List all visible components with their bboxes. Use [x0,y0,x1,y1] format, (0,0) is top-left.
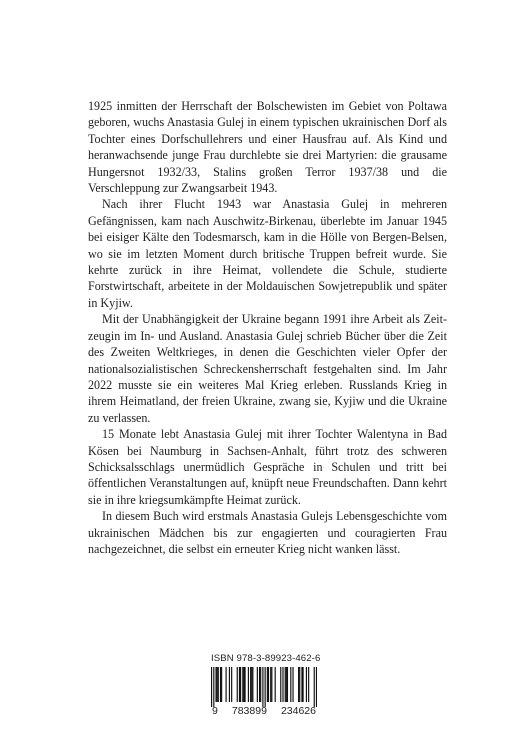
barcode-bar [267,667,268,702]
isbn-label: ISBN 978-3-89923-462-6 [211,653,321,664]
barcode-guard-bar [213,667,214,707]
barcode-bar [218,667,219,702]
barcode-bar [280,667,281,702]
barcode-guard-bar [316,667,317,707]
barcode-bar [301,667,302,702]
blurb-text [88,98,447,557]
barcode-bar [306,667,307,702]
barcode-bar [237,667,238,702]
barcode-bar [302,667,303,702]
barcode-bar [298,667,299,702]
barcode-bar [270,667,271,702]
blurb-paragraph: Nach ihrer Flucht 1943 war Anastasia Gulej in mehreren Gefängnissen, kam nach Auschwitz-Birkenau, überlebte im Januar 1945 bei eisiger Kälte den Todesmarsch, kam in die Hölle von Bergen-Belsen, wo sie im letzten Moment durch britische Truppen befreit wurde. Sie kehrte zurück in ihre Heimat, vollendete die Schule, studierte Forstwirtschaft, arbeitete in der Moldauischen Sowjetrepublik und später in Kyjiw. [88,197,447,310]
barcode-bar [217,667,218,702]
barcode-graphic [211,667,317,707]
blurb-paragraph: Mit der Unabhängigkeit der Ukraine begann 1991 ihre Arbeit als Zeitzeugin im In- und Ausland. Anastasia Gulej schrieb Bücher über die Zeit des Zweiten Weltkrieges, in denen die Geschichten vieler Opfer der nationalsozialistischen Schreckensherrschaft festgehalten sind. Im Jahr 2022 musste sie ein weiteres Mal Krieg erleben. Russlands Krieg in ihrem Heimatland, der freien Ukraine, zwang sie, Kyjiw und die Ukraine zu verlassen. [88,312,447,425]
barcode-bar [229,667,230,702]
barcode-bar [243,667,244,702]
blurb-paragraph: 1925 inmitten der Herrschaft der Bolschewisten im Gebiet von Poltawa geboren, wuchs Anastasia Gulej in einem typischen ukrainischen Dorf als Tochter eines Dorfschullehrers und einer Hausfrau auf. Als Kind und heranwachsende junge Frau durchlebte sie drei Martyrien: die grausame Hungersnot 1932/33, Stalins großen Terror 1937/38 und die Verschleppung zur Zwangsarbeit 1943. [88,99,447,196]
barcode-bar [240,667,241,702]
barcode-bar [251,667,252,702]
barcode-bar [239,667,240,702]
blurb-paragraph: 15 Monate lebt Anastasia Gulej mit ihrer Tochter Walentyna in Bad Kösen bei Naumburg in Sachsen-Anhalt, führt trotz des schweren Schicksalsschlags unermüdlich Gespräche in Schulen und tritt bei öffentlichen Veranstaltungen auf, knüpft neue Freundschaften. Dann kehrt sie in ihre kriegsumkämpfte Heimat zurück. [88,427,447,507]
barcode-bar [226,667,227,702]
barcode-guard-bar [265,667,266,707]
barcode-bar [248,667,249,702]
barcode-bar [231,667,232,702]
barcode-digit-lead: 9 [212,705,218,717]
barcode-bar [287,667,288,702]
barcode-bar [215,667,216,702]
isbn-barcode-block [211,653,321,717]
barcode-bar [290,667,291,702]
barcode-bar [244,667,245,702]
barcode-bar [260,667,261,702]
blurb-paragraph: In diesem Buch wird erstmals Anastasia Gulejs Lebensgeschichte vom ukrainischen Mädchen bis zur engagierten und couragierten Frau nachgezeichnet, die selbst ein erneuter Krieg nicht wanken lässt. [88,509,447,556]
barcode-guard-bar [262,667,263,707]
barcode-bar [285,667,286,702]
barcode-bar [275,667,276,702]
barcode-bar [257,667,258,702]
barcode-bar [271,667,272,702]
barcode-digits-left: 783899 [231,705,267,717]
barcode-bar [242,667,243,702]
barcode-bar [282,667,283,702]
barcode-guard-bar [314,667,315,707]
barcode-guard-bar [211,667,212,707]
barcode-bar [259,667,260,702]
barcode-bar [292,667,293,702]
barcode-bar [286,667,287,702]
barcode-bar [221,667,222,702]
barcode-bar [308,667,309,702]
barcode-bar [250,667,251,702]
barcode-bar [252,667,253,702]
barcode-digits-right: 234626 [280,705,316,717]
barcode-bar [268,667,269,702]
barcode-bar [299,667,300,702]
barcode-bar [220,667,221,702]
barcode-digits [211,705,317,717]
